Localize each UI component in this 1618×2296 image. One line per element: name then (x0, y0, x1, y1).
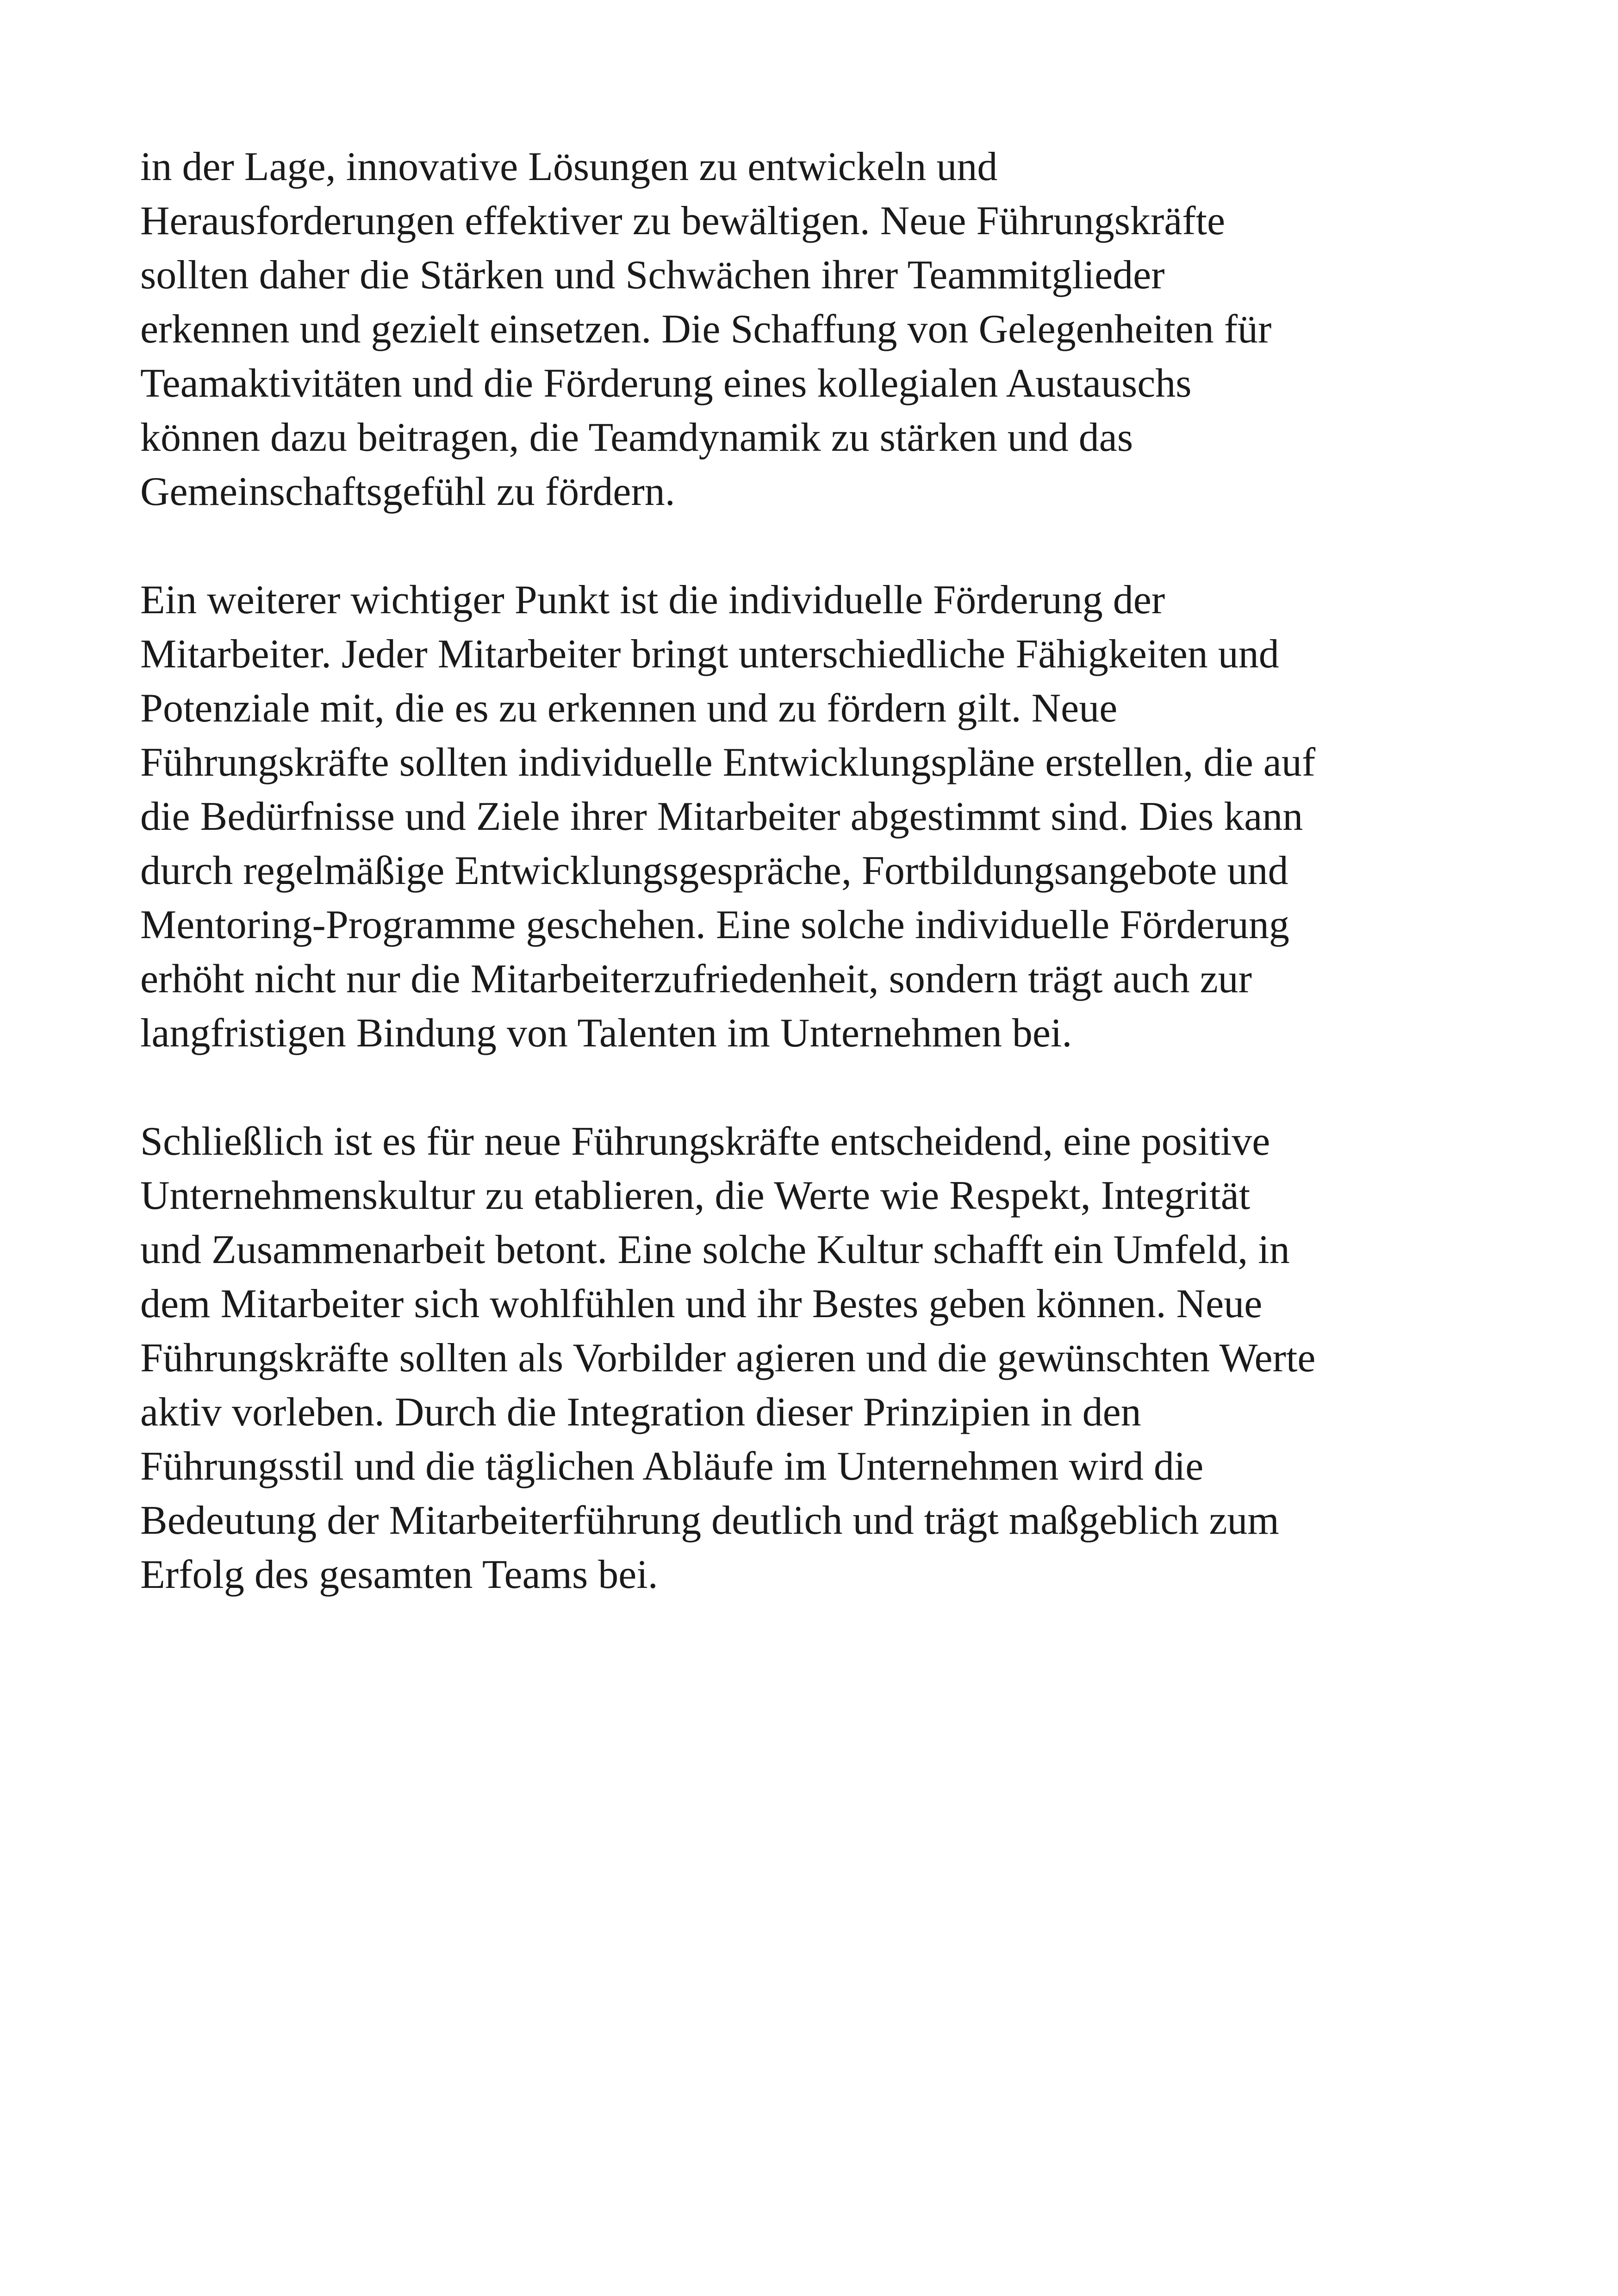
text-line: Führungskräfte sollten individuelle Entwicklungspläne erstellen, die auf (140, 740, 1316, 785)
text-line: langfristigen Bindung von Talenten im Unternehmen bei. (140, 1011, 1072, 1056)
text-line: Bedeutung der Mitarbeiterführung deutlich und trägt maßgeblich zum (140, 1498, 1279, 1543)
text-line: Schließlich ist es für neue Führungskräfte entscheidend, eine positive (140, 1119, 1270, 1164)
paragraph-1 (140, 140, 1510, 519)
text-line: Führungskräfte sollten als Vorbilder agieren und die gewünschten Werte (140, 1336, 1316, 1381)
paragraph-3 (140, 1114, 1510, 1602)
text-line: Erfolg des gesamten Teams bei. (140, 1552, 658, 1597)
text-line: durch regelmäßige Entwicklungsgespräche, Fortbildungsangebote und (140, 848, 1288, 893)
text-line: erhöht nicht nur die Mitarbeiterzufriedenheit, sondern trägt auch zur (140, 957, 1252, 1002)
body-text (140, 140, 1510, 1656)
text-line: Potenziale mit, die es zu erkennen und zu fördern gilt. Neue (140, 686, 1118, 731)
paragraph-2 (140, 573, 1510, 1060)
text-line: Gemeinschaftsgefühl zu fördern. (140, 469, 675, 514)
text-line: dem Mitarbeiter sich wohlfühlen und ihr Bestes geben können. Neue (140, 1282, 1263, 1326)
text-line: Unternehmenskultur zu etablieren, die Werte wie Respekt, Integrität (140, 1173, 1251, 1218)
text-line: Mentoring-Programme geschehen. Eine solche individuelle Förderung (140, 902, 1289, 947)
text-line: in der Lage, innovative Lösungen zu entwickeln und (140, 144, 998, 189)
text-line: Teamaktivitäten und die Förderung eines kollegialen Austauschs (140, 361, 1192, 406)
text-line: und Zusammenarbeit betont. Eine solche Kultur schafft ein Umfeld, in (140, 1227, 1290, 1272)
text-line: Führungsstil und die täglichen Abläufe im Unternehmen wird die (140, 1444, 1204, 1489)
text-line: können dazu beitragen, die Teamdynamik zu stärken und das (140, 415, 1133, 460)
text-line: die Bedürfnisse und Ziele ihrer Mitarbeiter abgestimmt sind. Dies kann (140, 794, 1303, 839)
text-line: erkennen und gezielt einsetzen. Die Schaffung von Gelegenheiten für (140, 307, 1272, 352)
text-line: Ein weiterer wichtiger Punkt ist die individuelle Förderung der (140, 578, 1165, 622)
text-line: sollten daher die Stärken und Schwächen ihrer Teammitglieder (140, 253, 1165, 298)
text-line: aktiv vorleben. Durch die Integration dieser Prinzipien in den (140, 1390, 1141, 1435)
text-line: Mitarbeiter. Jeder Mitarbeiter bringt unterschiedliche Fähigkeiten und (140, 632, 1279, 677)
text-line: Herausforderungen effektiver zu bewältigen. Neue Führungskräfte (140, 199, 1226, 243)
